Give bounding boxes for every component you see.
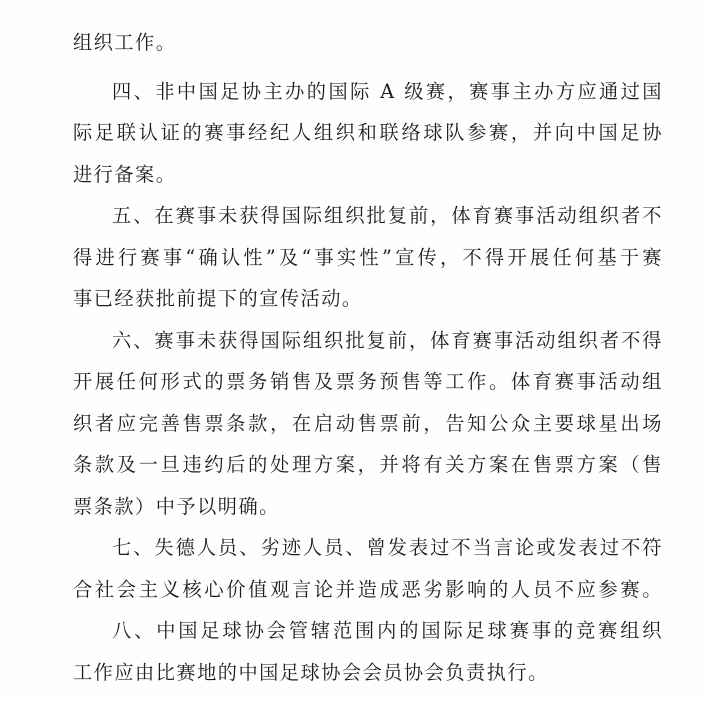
paragraph-6-line-3: 织者应完善售票条款，在启动售票前，告知公众主要球星出场 [73,412,663,435]
paragraph-6-line-5: 票条款）中予以明确。 [73,495,280,518]
paragraph-3-line-end: 组织工作。 [73,31,177,54]
paragraph-7-line-1: 七、失德人员、劣迹人员、曾发表过不当言论或发表过不符 [112,536,663,559]
paragraph-8-line-2: 工作应由比赛地的中国足球协会会员协会负责执行。 [73,661,549,684]
paragraph-5-line-3: 事已经获批前提下的宣传活动。 [73,287,363,310]
paragraph-5-line-1: 五、在赛事未获得国际组织批复前，体育赛事活动组织者不 [112,204,663,227]
paragraph-8-line-1: 八、中国足球协会管辖范围内的国际足球赛事的竞赛组织 [112,619,663,642]
paragraph-6-line-4: 条款及一旦违约后的处理方案，并将有关方案在售票方案（售 [73,453,663,476]
paragraph-4-line-1: 四、非中国足协主办的国际 A 级赛，赛事主办方应通过国 [112,80,663,103]
paragraph-5-line-2: 得进行赛事“确认性”及“事实性”宣传，不得开展任何基于赛 [73,246,663,269]
paragraph-6-line-1: 六、赛事未获得国际组织批复前，体育赛事活动组织者不得 [112,329,663,352]
paragraph-7-line-2: 合社会主义核心价值观言论并造成恶劣影响的人员不应参赛。 [73,578,663,601]
paragraph-4-line-3: 进行备案。 [73,163,177,186]
paragraph-6-line-2: 开展任何形式的票务销售及票务预售等工作。体育赛事活动组 [73,370,663,393]
paragraph-4-line-2: 际足联认证的赛事经纪人组织和联络球队参赛，并向中国足协 [73,121,663,144]
